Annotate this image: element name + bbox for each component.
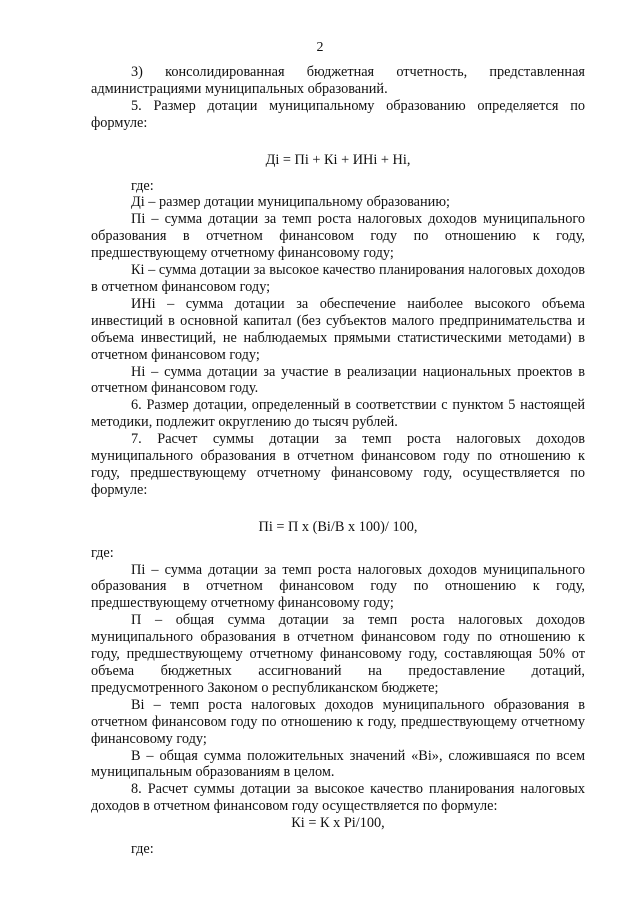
document-body xyxy=(91,64,585,858)
definition: Пi – сумма дотации за темп роста налоговых доходов муниципального образования в отчетном финансовом году по отношению к году, предшествующему отчетному финансовому году; xyxy=(91,211,585,262)
definition: ИНi – сумма дотации за обеспечение наиболее высокого объема инвестиций в основной капитал (без субъектов малого предпринимательства и объема инвестиций, не наблюдаемых прямыми статистическими методами) в отчетном финансовом году; xyxy=(91,295,585,363)
formula: Пi = П x (Bi/B x 100)/ 100, xyxy=(258,518,418,535)
paragraph: 6. Размер дотации, определенный в соответствии с пунктом 5 настоящей методики, подлежит округлению до тысяч рублей. xyxy=(91,397,585,431)
where-label: где: xyxy=(131,177,154,194)
paragraph: 8. Расчет суммы дотации за высокое качество планирования налоговых доходов в отчетном финансовом году осуществляется по формуле: xyxy=(91,781,585,815)
definition: Кi – сумма дотации за высокое качество планирования налоговых доходов в отчетном финансовом году; xyxy=(91,262,585,295)
paragraph: 7. Расчет суммы дотации за темп роста налоговых доходов муниципального образования в отчетном финансовом году по отношению к году, предшествующему отчетному финансовому году, осуществляется по формуле: xyxy=(91,431,585,498)
definition: Вi – темп роста налоговых доходов муниципального образования в отчетном финансовом году по отношению к году, предшествующему отчетному финансовому году; xyxy=(91,696,585,747)
definition: П – общая сумма дотации за темп роста налоговых доходов муниципального образования в отчетном финансовом году по отношению к году, предшествующему отчетному финансовому году, составляющая 50% от объема бюджетных ассигнований на предоставление дотаций, предусмотренного Законом о республиканском бюджете; xyxy=(91,612,585,696)
definition: В – общая сумма положительных значений «Вi», сложившаяся по всем муниципальным образованиям в целом. xyxy=(91,747,585,781)
definition: Пi – сумма дотации за темп роста налоговых доходов муниципального образования в отчетном финансовом году по отношению к году, предшествующему отчетному финансовому году; xyxy=(91,561,585,612)
paragraph: 5. Размер дотации муниципальному образованию определяется по формуле: xyxy=(91,97,585,131)
formula: Кi = К x Рi/100, xyxy=(291,815,385,832)
definition: Дi – размер дотации муниципальному образованию; xyxy=(131,194,450,211)
formula: Дi = Пi + Кi + ИНi + Нi, xyxy=(265,151,411,168)
where-label: где: xyxy=(91,544,114,561)
definition: Нi – сумма дотации за участие в реализации национальных проектов в отчетном финансовом году. xyxy=(91,363,585,397)
page-number: 2 xyxy=(316,40,324,55)
where-label: где: xyxy=(131,841,154,858)
paragraph: 3) консолидированная бюджетная отчетность, представленная администрациями муниципальных образований. xyxy=(91,64,585,97)
